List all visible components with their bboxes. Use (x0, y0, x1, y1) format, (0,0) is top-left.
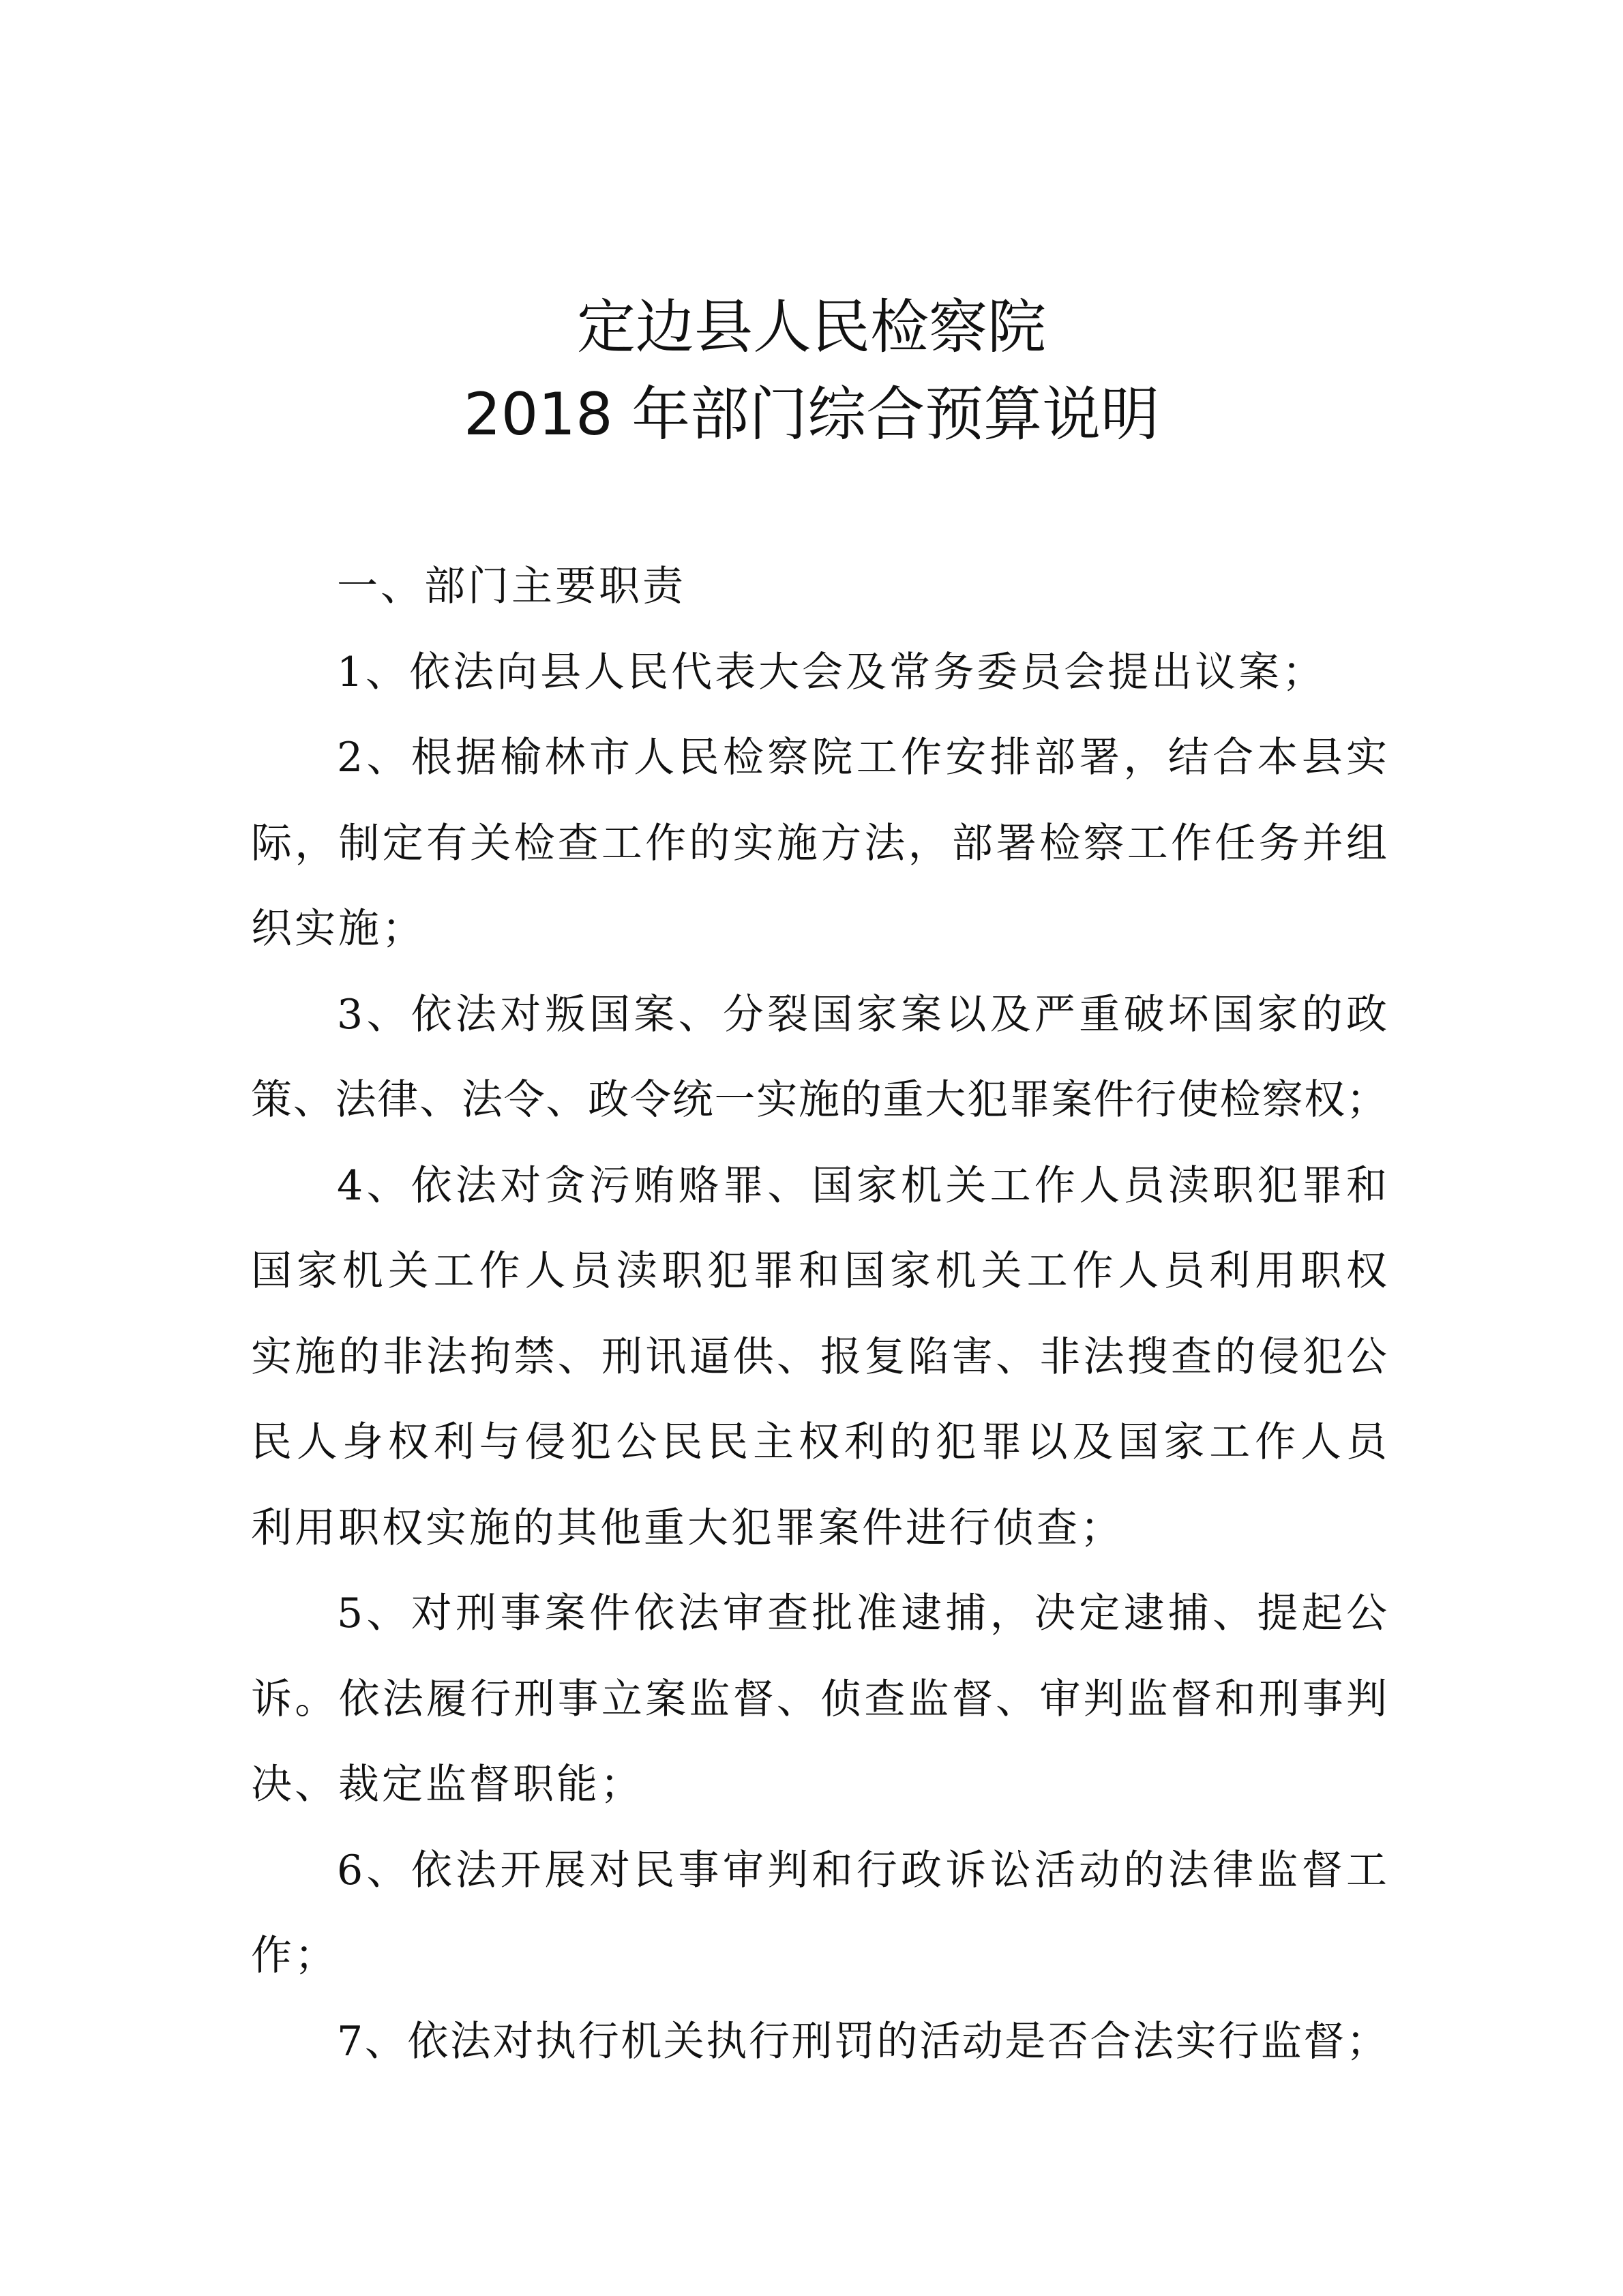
title-line-1: 定边县人民检察院 (577, 293, 1046, 361)
duty-item-5 (251, 1571, 1387, 1828)
duty-item-2 (251, 715, 1387, 972)
duty-item-1 (251, 630, 1387, 716)
section-heading-block (251, 544, 1387, 630)
paragraph-line: 织实施； (251, 905, 426, 953)
duty-item-7 (251, 1999, 1387, 2085)
title-line-2: 2018 年部门综合预算说明 (463, 381, 1160, 449)
paragraph-line: 4、依法对贪污贿赂罪、国家机关工作人员渎职犯罪和 (337, 1161, 1387, 1210)
paragraph-line: 1、依法向县人民代表大会及常务委员会提出议案； (337, 648, 1326, 696)
paragraph-line: 决、裁定监督职能； (251, 1761, 644, 1808)
paragraph-line: 民人身权利与侵犯公民民主权利的犯罪以及国家工作人员 (251, 1418, 1387, 1466)
paragraph-line: 5、对刑事案件依法审查批准逮捕，决定逮捕、提起公 (337, 1590, 1387, 1637)
duty-item-6 (251, 1828, 1387, 1999)
document-body (251, 544, 1387, 2085)
paragraph-line: 国家机关工作人员渎职犯罪和国家机关工作人员利用职权 (251, 1247, 1387, 1295)
paragraph-line: 2、根据榆林市人民检察院工作安排部署，结合本县实 (337, 734, 1387, 781)
document-title (0, 284, 1623, 458)
section-heading: 一、部门主要职责 (337, 563, 686, 610)
paragraph-line: 6、依法开展对民事审判和行政诉讼活动的法律监督工 (337, 1846, 1387, 1894)
paragraph-line: 诉。依法履行刑事立案监督、侦查监督、审判监督和刑事判 (251, 1675, 1387, 1723)
paragraph-line: 利用职权实施的其他重大犯罪案件进行侦查； (251, 1504, 1124, 1552)
paragraph-line: 作； (251, 1932, 338, 1980)
paragraph-line: 策、法律、法令、政令统一实施的重大犯罪案件行使检察权； (251, 1076, 1387, 1124)
paragraph-line: 际，制定有关检查工作的实施方法，部署检察工作任务并组 (251, 819, 1387, 867)
paragraph-line: 7、依法对执行机关执行刑罚的活动是否合法实行监督； (337, 2017, 1387, 2066)
paragraph-line: 实施的非法拘禁、刑讯逼供、报复陷害、非法搜查的侵犯公 (251, 1332, 1387, 1381)
paragraph-line: 3、依法对叛国案、分裂国家案以及严重破坏国家的政 (337, 990, 1387, 1039)
duty-item-3 (251, 972, 1387, 1144)
duty-item-4 (251, 1144, 1387, 1572)
